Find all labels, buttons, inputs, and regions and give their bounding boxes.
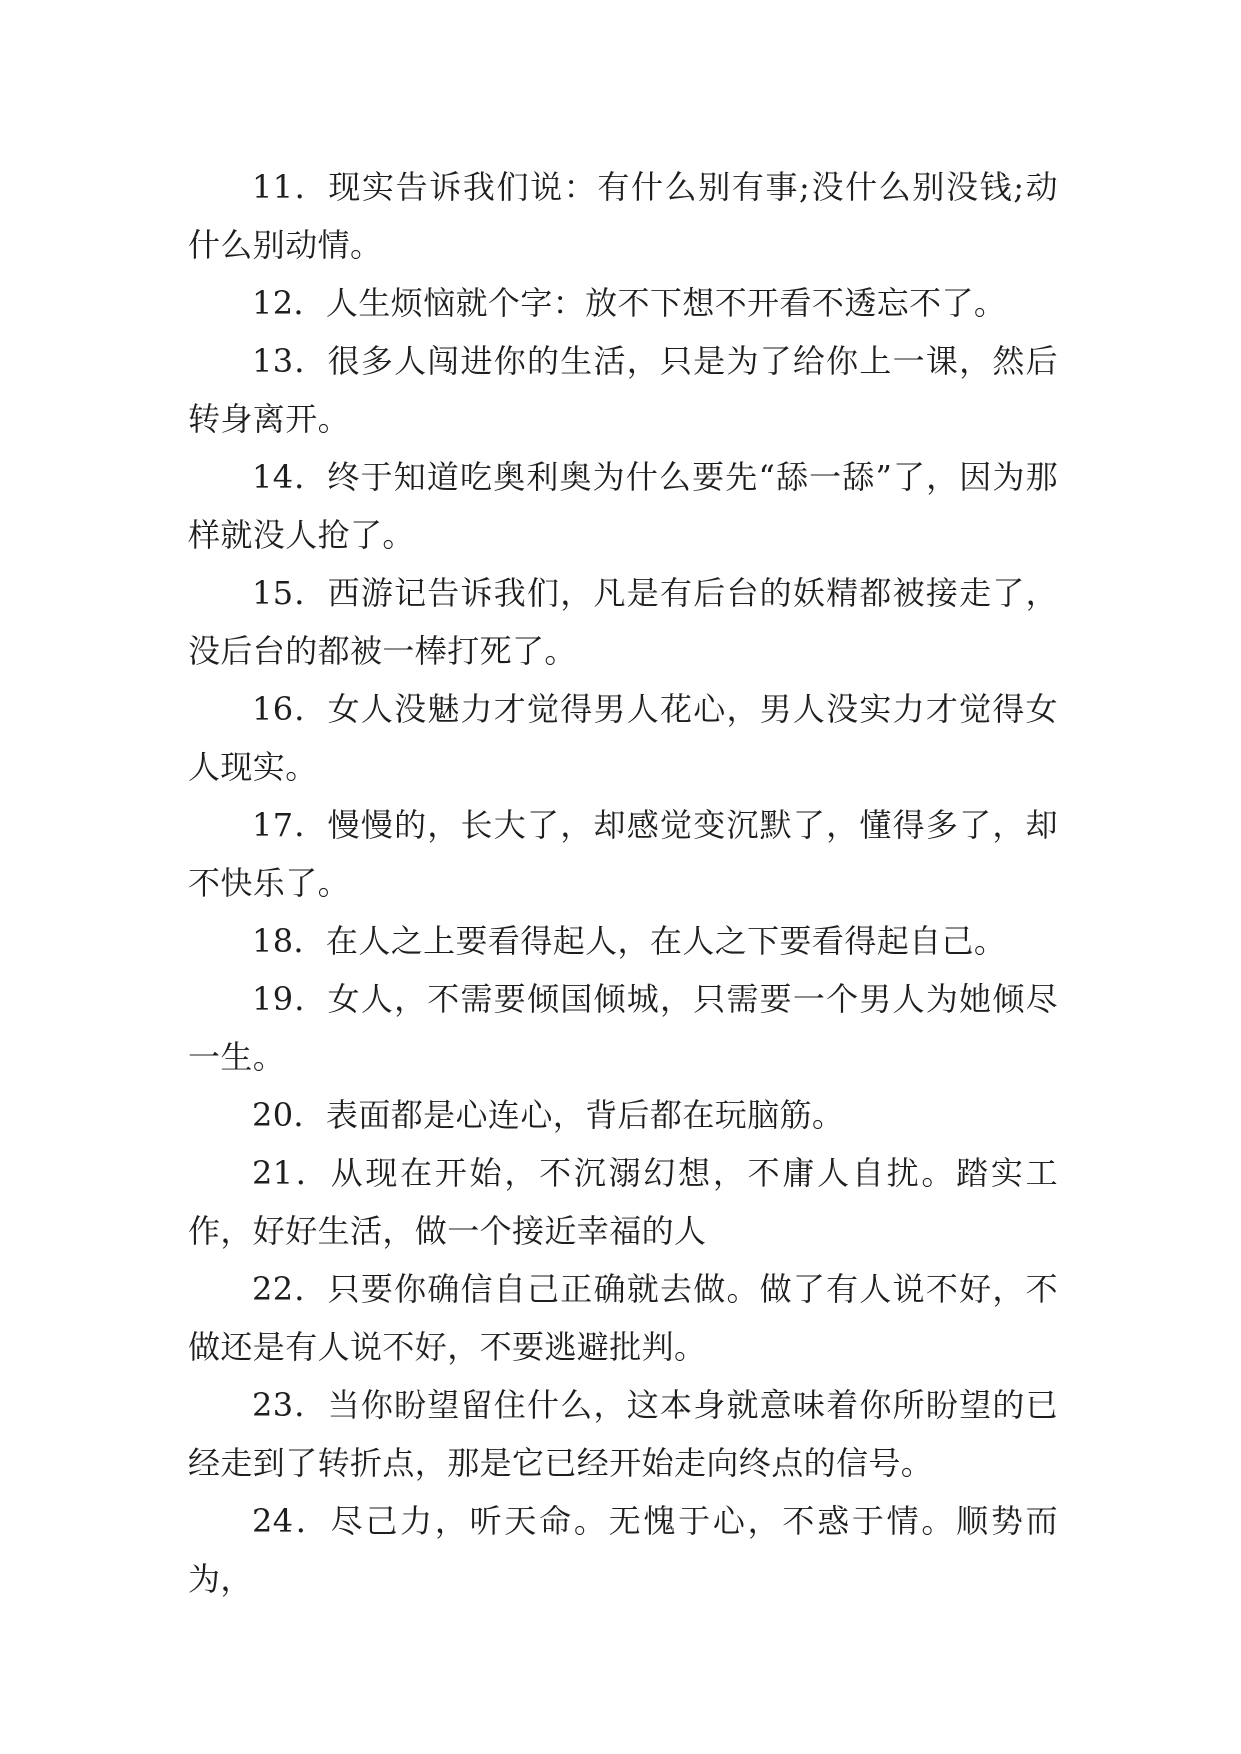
paragraph-21: 21．从现在开始，不沉溺幻想，不庸人自扰。踏实工作，好好生活，做一个接近幸福的人 bbox=[188, 1154, 1058, 1250]
paragraph-15: 15．西游记告诉我们，凡是有后台的妖精都被接走了，没后台的都被一棒打死了。 bbox=[188, 574, 1058, 670]
paragraph-20: 20．表面都是心连心，背后都在玩脑筋。 bbox=[252, 1096, 845, 1134]
paragraph-18: 18．在人之上要看得起人，在人之下要看得起自己。 bbox=[252, 922, 1007, 960]
paragraph-24: 24．尽己力，听天命。无愧于心，不惑于情。顺势而为， bbox=[188, 1502, 1058, 1598]
paragraph-19: 19．女人，不需要倾国倾城，只需要一个男人为她倾尽一生。 bbox=[188, 980, 1058, 1076]
paragraph-22: 22．只要你确信自己正确就去做。做了有人说不好，不做还是有人说不好，不要逃避批判。 bbox=[188, 1270, 1058, 1366]
document-body bbox=[188, 158, 1058, 1608]
paragraph-23: 23．当你盼望留住什么，这本身就意味着你所盼望的已经走到了转折点，那是它已经开始走向终点的信号。 bbox=[188, 1386, 1058, 1482]
paragraph-12: 12．人生烦恼就个字：放不下想不开看不透忘不了。 bbox=[252, 284, 1007, 322]
paragraph-11: 11．现实告诉我们说：有什么别有事;没什么别没钱;动什么别动情。 bbox=[188, 168, 1058, 264]
paragraph-16: 16．女人没魅力才觉得男人花心，男人没实力才觉得女人现实。 bbox=[188, 690, 1058, 786]
paragraph-17: 17．慢慢的，长大了，却感觉变沉默了，懂得多了，却不快乐了。 bbox=[188, 806, 1058, 902]
paragraph-13: 13．很多人闯进你的生活，只是为了给你上一课，然后转身离开。 bbox=[188, 342, 1058, 438]
paragraph-14: 14．终于知道吃奥利奥为什么要先“舔一舔”了，因为那样就没人抢了。 bbox=[188, 458, 1058, 554]
